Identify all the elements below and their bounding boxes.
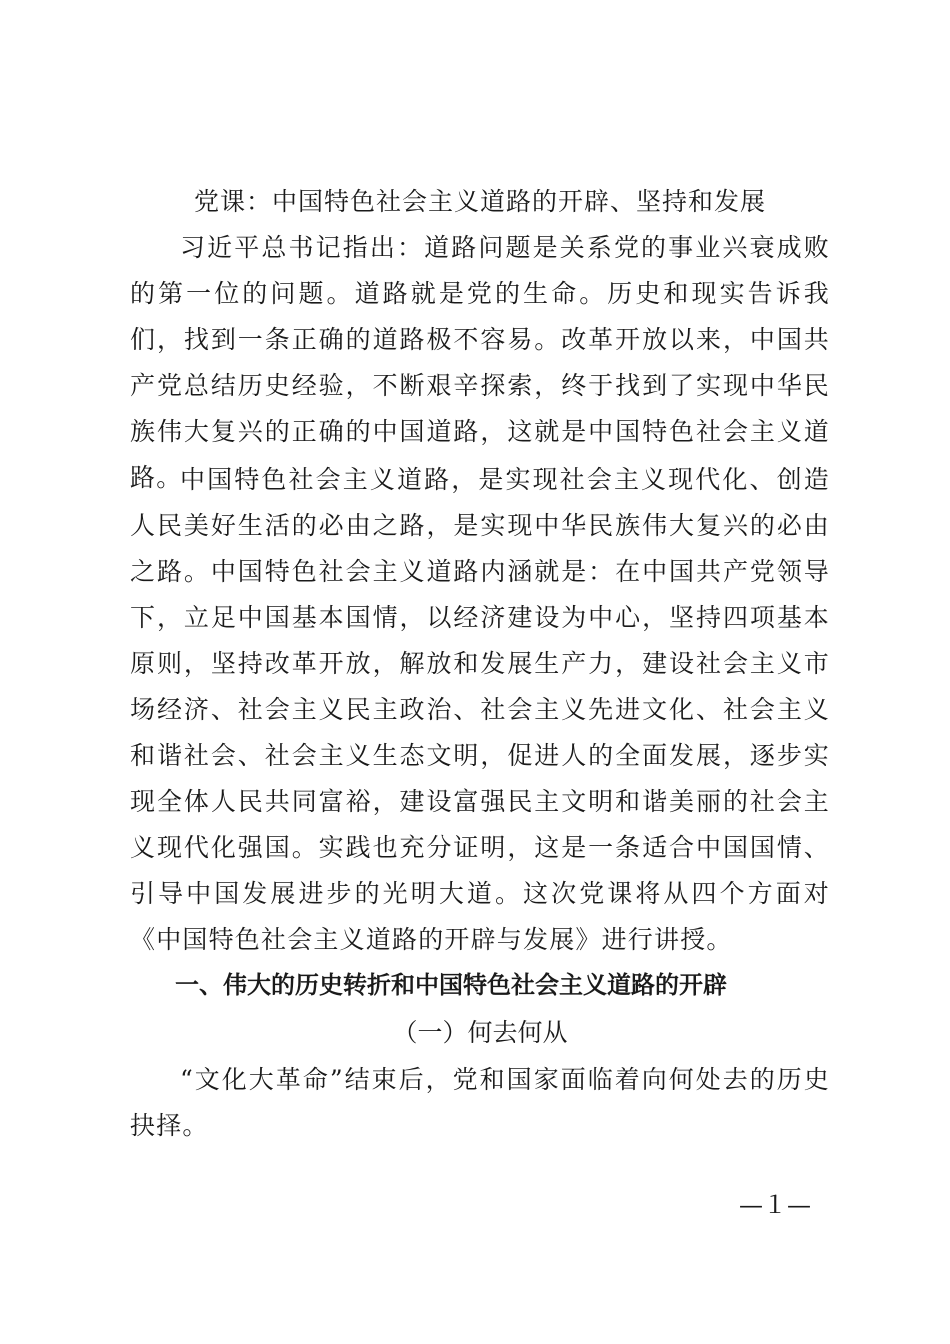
paragraph-definition: 中国特色社会主义道路，是实现社会主义现代化、创造人民美好生活的必由之路，是实现中华民族伟大复兴的必由之路。中国特色社会主义道路内涵就是：在中国共产党领导下，立足中国基本国情，以经济建设为中心，坚持四项基本原则，坚持改革开放，解放和发展生产力，建设社会主义市场经济、社会主义民主政治、社会主义先进文化、社会主义和谐社会、社会主义生态文明，促进人的全面发展，逐步实现全体人民共同富裕，建设富强民主文明和谐美丽的社会主义现代化强国。实践也充分证明，这是一条适合中国国情、引导中国发展进步的光明大道。这次党课将从四个方面对《中国特色社会主义道路的开辟与发展》进行讲授。 [130, 465, 830, 954]
subsection-heading: （一）何去何从 [392, 1018, 568, 1047]
page-number: —１— [739, 1191, 811, 1219]
section-heading: 一、伟大的历史转折和中国特色社会主义道路的开辟 [175, 971, 727, 999]
paragraph-history: “文化大革命”结束后，党和国家面临着向何处去的历史抉择。 [130, 1065, 830, 1140]
document-title: 党课：中国特色社会主义道路的开辟、坚持和发展 [193, 187, 766, 216]
paragraph-intro: 习近平总书记指出：道路问题是关系党的事业兴衰成败的第一位的问题。道路就是党的生命。历史和现实告诉我们，找到一条正确的道路极不容易。改革开放以来，中国共产党总结历史经验，不断艰辛探索，终于找到了实现中华民族伟大复兴的正确的中国道路，这就是中国特色社会主义道路。 [130, 233, 830, 492]
